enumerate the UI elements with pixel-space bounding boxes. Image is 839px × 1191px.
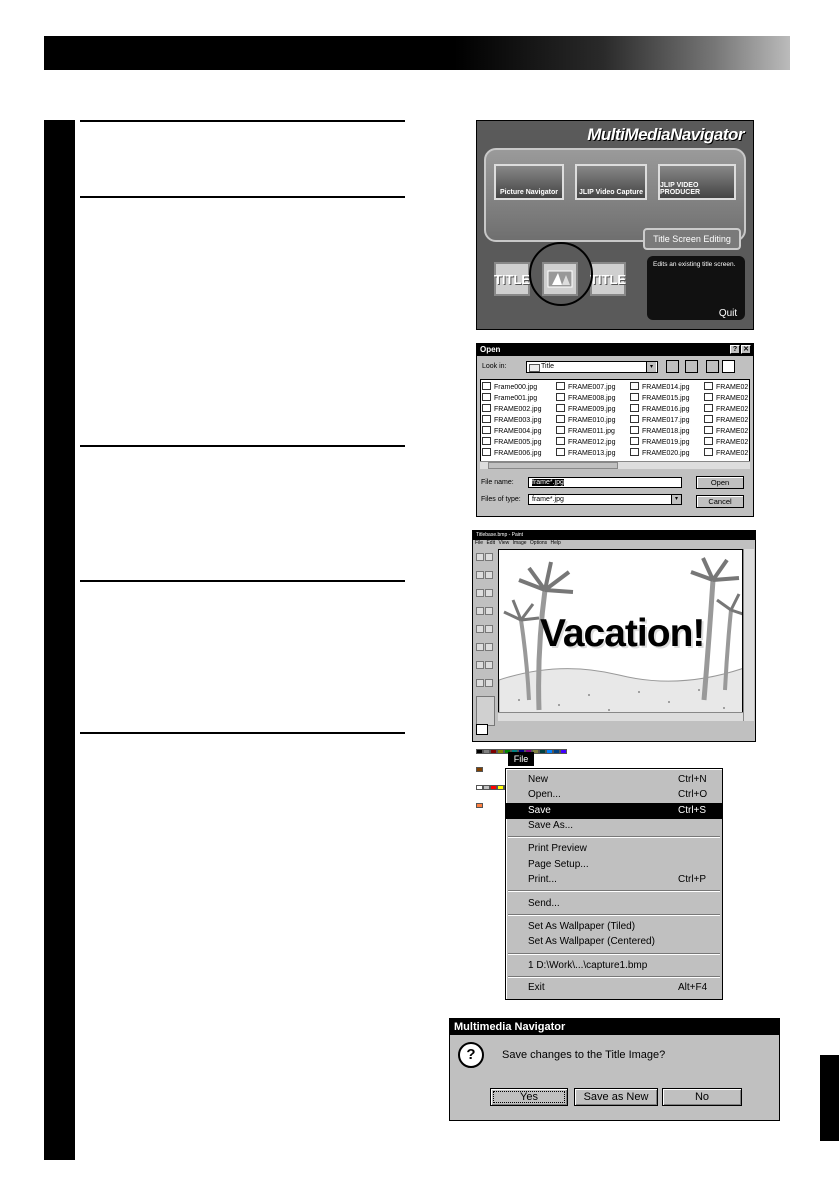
file-item[interactable]: FRAME019.jpg: [630, 437, 689, 448]
step-divider: [80, 580, 405, 582]
title-play-icon[interactable]: TITLE: [590, 262, 626, 296]
files-of-type-value: frame*.jpg: [532, 496, 564, 503]
picture-navigator-button[interactable]: Picture Navigator: [494, 164, 564, 200]
list-view-icon[interactable]: [706, 360, 719, 373]
menu-item-label: New: [528, 774, 549, 785]
menu-item-shortcut: Ctrl+O: [678, 789, 708, 800]
file-item[interactable]: FRAME006.jpg: [482, 448, 541, 459]
horizontal-scrollbar[interactable]: [498, 712, 743, 721]
details-view-icon[interactable]: [722, 360, 735, 373]
vertical-scrollbar[interactable]: [743, 549, 754, 721]
header-bar: [44, 36, 790, 70]
text-tool-icon[interactable]: [485, 625, 493, 633]
file-item[interactable]: FRAME007.jpg: [556, 382, 615, 393]
file-column: [630, 382, 689, 459]
file-item[interactable]: Frame000.jpg: [482, 382, 541, 393]
menu-item-print-preview[interactable]: [506, 841, 722, 857]
step-column-bar: [44, 120, 75, 1160]
files-of-type-select[interactable]: [528, 494, 682, 505]
file-item[interactable]: FRAME004.jpg: [482, 426, 541, 437]
look-in-label: Look in:: [482, 363, 507, 370]
file-item[interactable]: FRAME02: [704, 448, 748, 459]
tool-options-box[interactable]: [476, 696, 495, 726]
menu-separator: [508, 836, 720, 838]
app-title: MultiMediaNavigator: [587, 125, 744, 144]
question-icon: ?: [458, 1042, 484, 1068]
canvas-title-text: Vacation!: [540, 612, 705, 655]
file-item[interactable]: FRAME02: [704, 393, 748, 404]
file-item[interactable]: FRAME020.jpg: [630, 448, 689, 459]
page-side-tab: [820, 1055, 839, 1141]
horizontal-scrollbar[interactable]: [480, 461, 750, 469]
file-item[interactable]: FRAME014.jpg: [630, 382, 689, 393]
menu-item-wallpaper-tiled[interactable]: [506, 919, 722, 935]
new-folder-icon[interactable]: [685, 360, 698, 373]
step-divider: [80, 445, 405, 447]
menu-item-recent-file[interactable]: [506, 958, 722, 974]
folder-icon: [529, 364, 540, 372]
look-in-value: Title: [541, 363, 554, 370]
file-item[interactable]: FRAME013.jpg: [556, 448, 615, 459]
picker-tool-icon[interactable]: [476, 589, 484, 597]
menu-separator: [508, 953, 720, 955]
file-column: [556, 382, 615, 459]
file-item[interactable]: Frame001.jpg: [482, 393, 541, 404]
quit-button[interactable]: Quit: [718, 307, 738, 319]
menu-item-label: Set As Wallpaper (Centered): [528, 936, 655, 947]
look-in-combo[interactable]: [526, 361, 658, 373]
select-rect-tool-icon[interactable]: [485, 553, 493, 561]
curve-tool-icon[interactable]: [485, 643, 493, 651]
step-divider: [80, 196, 405, 198]
paint-titlebar: Titlebase.bmp - Paint: [473, 531, 755, 540]
paint-menubar: [475, 540, 561, 546]
file-item[interactable]: FRAME002.jpg: [482, 404, 541, 415]
select-tool-icon[interactable]: [476, 553, 484, 561]
cancel-button[interactable]: Cancel: [696, 495, 744, 508]
no-button[interactable]: No: [662, 1088, 742, 1106]
file-item[interactable]: FRAME02: [704, 382, 748, 393]
yes-button[interactable]: Yes: [490, 1088, 568, 1106]
menu-item-send[interactable]: [506, 896, 722, 912]
step-divider: [80, 732, 405, 734]
menu-help[interactable]: Help: [550, 540, 561, 546]
menu-item-label: Save As...: [528, 820, 574, 831]
menu-item-label: Send...: [528, 898, 560, 909]
menu-file[interactable]: File: [475, 540, 484, 546]
file-item[interactable]: FRAME010.jpg: [556, 415, 615, 426]
menu-item-label: Print...: [528, 874, 557, 885]
file-item[interactable]: FRAME008.jpg: [556, 393, 615, 404]
menu-item-shortcut: Ctrl+P: [678, 874, 707, 885]
video-producer-button[interactable]: JLIP VIDEO PRODUCER: [658, 164, 736, 200]
menu-item-shortcut: Ctrl+N: [678, 774, 707, 785]
selection-circle: [529, 242, 593, 306]
brush-tool-icon[interactable]: [485, 607, 493, 615]
file-item[interactable]: FRAME012.jpg: [556, 437, 615, 448]
tool-box: [476, 548, 496, 658]
rounded-rect-tool-icon[interactable]: [485, 679, 493, 687]
files-of-type-label: Files of type:: [481, 496, 521, 503]
menu-separator: [508, 890, 720, 892]
menu-separator: [508, 976, 720, 978]
menu-item-label: 1 D:\Work\...\capture1.bmp: [528, 960, 648, 971]
polygon-tool-icon[interactable]: [485, 661, 493, 669]
pencil-tool-icon[interactable]: [476, 607, 484, 615]
menu-item-label: Exit: [528, 982, 545, 993]
chevron-down-icon[interactable]: ▾: [646, 362, 656, 372]
step-divider: [80, 120, 405, 122]
current-colors: [476, 724, 488, 735]
up-folder-icon[interactable]: [666, 360, 679, 373]
file-item[interactable]: FRAME016.jpg: [630, 404, 689, 415]
menu-view[interactable]: View: [498, 540, 510, 546]
file-item[interactable]: FRAME005.jpg: [482, 437, 541, 448]
rect-tool-icon[interactable]: [476, 661, 484, 669]
menu-item-open[interactable]: [506, 787, 722, 803]
help-button[interactable]: ?: [730, 345, 740, 354]
eraser-tool-icon[interactable]: [476, 571, 484, 579]
dialog-title: Open: [480, 345, 501, 354]
file-item[interactable]: FRAME003.jpg: [482, 415, 541, 426]
menu-item-save[interactable]: [506, 803, 722, 819]
description-box: Edits an existing title screen.: [647, 256, 745, 320]
menu-item-save-as[interactable]: [506, 818, 722, 834]
menu-item-shortcut: Alt+F4: [678, 982, 708, 993]
menu-item-label: Page Setup...: [528, 859, 589, 870]
save-message: Save changes to the Title Image?: [502, 1049, 666, 1061]
file-name-label: File name:: [481, 479, 514, 486]
menu-item-print[interactable]: [506, 872, 722, 888]
file-item[interactable]: FRAME009.jpg: [556, 404, 615, 415]
magnifier-tool-icon[interactable]: [485, 589, 493, 597]
menu-item-page-setup[interactable]: [506, 857, 722, 873]
file-column: [704, 382, 748, 459]
menu-item-label: Open...: [528, 789, 561, 800]
title-new-icon[interactable]: TITLE: [494, 262, 530, 296]
file-column: [482, 382, 541, 459]
menu-image[interactable]: Image: [512, 540, 527, 546]
line-tool-icon[interactable]: [476, 643, 484, 651]
file-item[interactable]: FRAME017.jpg: [630, 415, 689, 426]
menu-item-label: Save: [528, 805, 551, 816]
file-item[interactable]: FRAME02: [704, 415, 748, 426]
close-button[interactable]: ✕: [741, 345, 751, 354]
file-item[interactable]: FRAME02: [704, 437, 748, 448]
chevron-down-icon[interactable]: ▾: [671, 495, 681, 504]
file-menu-title[interactable]: File: [508, 752, 534, 766]
video-capture-button[interactable]: JLIP Video Capture: [575, 164, 647, 200]
menu-item-label: Set As Wallpaper (Tiled): [528, 921, 636, 932]
file-item[interactable]: FRAME011.jpg: [556, 426, 615, 437]
ellipse-tool-icon[interactable]: [476, 679, 484, 687]
open-dialog-titlebar: [477, 344, 753, 356]
file-name-input[interactable]: [528, 477, 682, 488]
menu-item-new[interactable]: [506, 772, 722, 788]
airbrush-tool-icon[interactable]: [476, 625, 484, 633]
save-dialog-titlebar: Multimedia Navigator: [450, 1019, 779, 1035]
menu-item-label: Print Preview: [528, 843, 587, 854]
open-button[interactable]: Open: [696, 476, 744, 489]
title-screen-editing-label: Title Screen Editing: [643, 228, 741, 250]
file-item[interactable]: FRAME018.jpg: [630, 426, 689, 437]
scrollbar-thumb[interactable]: [488, 462, 618, 469]
menu-item-wallpaper-centered[interactable]: [506, 934, 722, 950]
color-palette[interactable]: [476, 724, 586, 736]
menu-item-shortcut: Ctrl+S: [678, 805, 707, 816]
menu-item-exit[interactable]: [506, 980, 722, 996]
menu-options[interactable]: Options: [529, 540, 548, 546]
file-item[interactable]: FRAME015.jpg: [630, 393, 689, 404]
file-item[interactable]: FRAME02: [704, 404, 748, 415]
fill-tool-icon[interactable]: [485, 571, 493, 579]
file-name-value: frame*.jpg: [532, 479, 564, 486]
menu-separator: [508, 914, 720, 916]
menu-edit[interactable]: Edit: [486, 540, 496, 546]
save-as-new-button[interactable]: Save as New: [574, 1088, 658, 1106]
file-item[interactable]: FRAME02: [704, 426, 748, 437]
